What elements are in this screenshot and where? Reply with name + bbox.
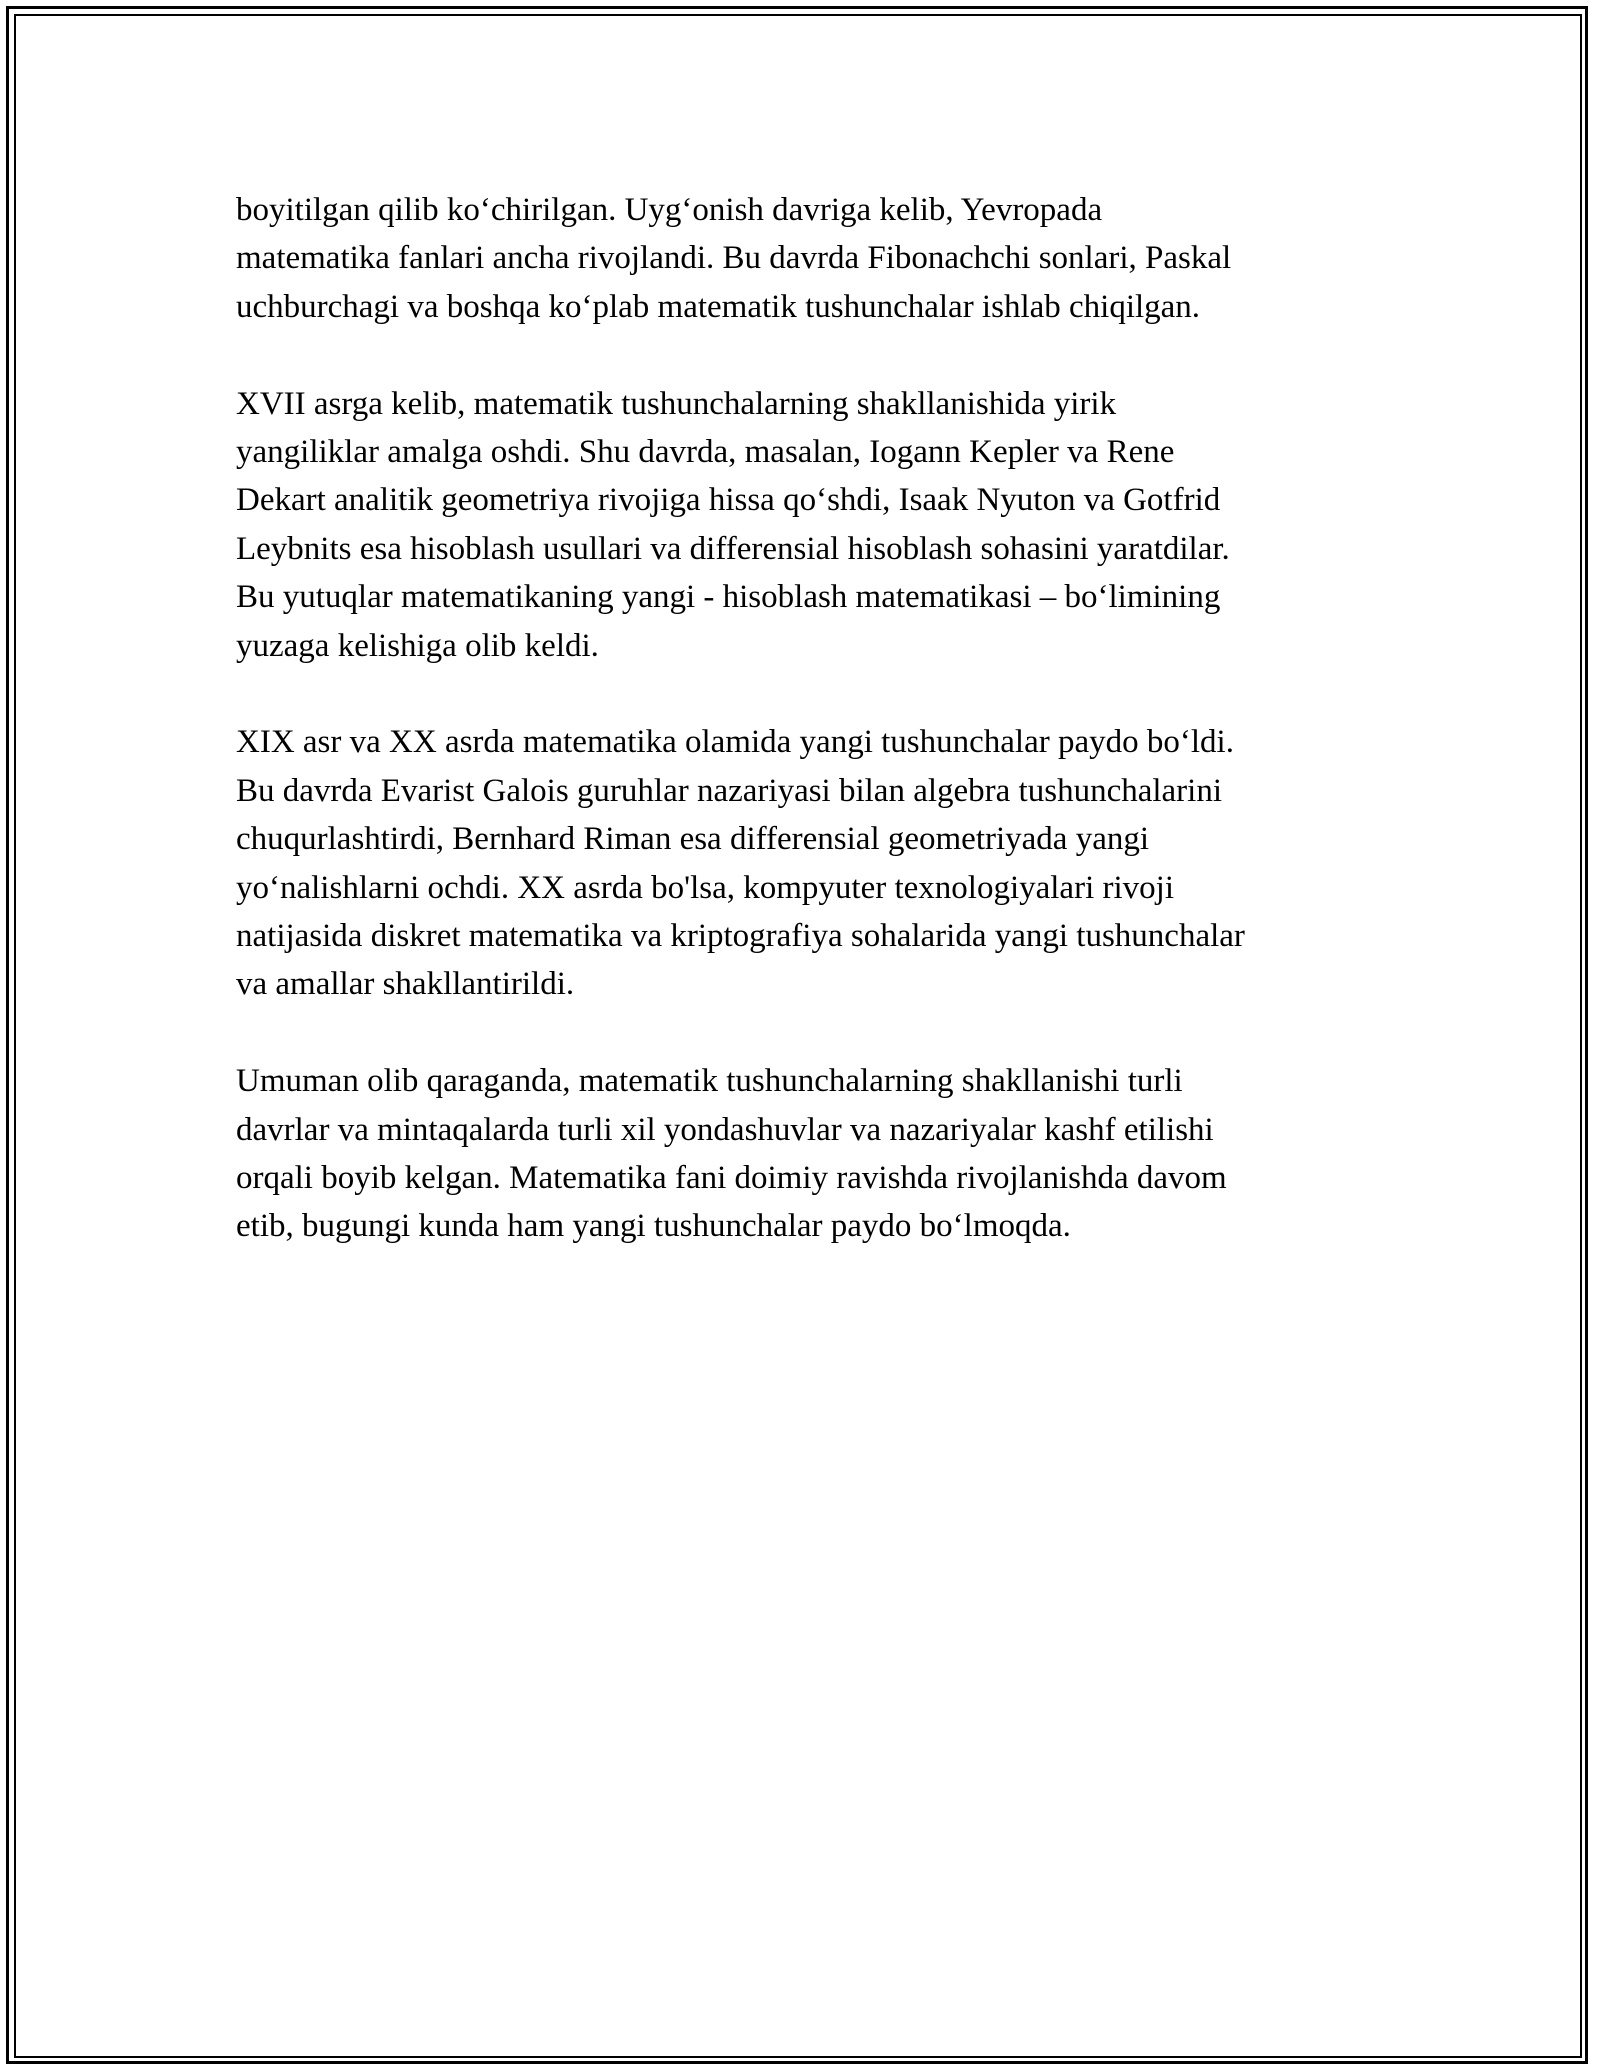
text-line: uchburchagi va boshqa ko‘plab matematik tushunchalar ishlab chiqilgan. bbox=[236, 288, 1201, 325]
text-line: Bu yutuqlar matematikaning yangi - hisoblash matematikasi – bo‘limining bbox=[236, 579, 1221, 616]
text-line: yo‘nalishlarni ochdi. XX asrda bo'lsa, kompyuter texnologiyalari rivoji bbox=[236, 869, 1174, 906]
text-line: va amallar shakllantirildi. bbox=[236, 966, 575, 1003]
text-line: matematika fanlari ancha rivojlandi. Bu davrda Fibonachchi sonlari, Paskal bbox=[236, 240, 1232, 277]
text-line: natijasida diskret matematika va kriptografiya sohalarida yangi tushunchalar bbox=[236, 918, 1245, 955]
paragraph-1 bbox=[236, 186, 1366, 331]
paragraph-2 bbox=[236, 380, 1366, 670]
paragraph-3 bbox=[236, 718, 1366, 1008]
text-line: chuqurlashtirdi, Bernhard Riman esa differensial geometriyada yangi bbox=[236, 821, 1150, 858]
text-line: orqali boyib kelgan. Matematika fani doimiy ravishda rivojlanishda davom bbox=[236, 1160, 1227, 1197]
text-line: boyitilgan qilib ko‘chirilgan. Uyg‘onish davriga kelib, Yevropada bbox=[236, 192, 1103, 228]
text-line: yuzaga kelishiga olib keldi. bbox=[236, 627, 599, 664]
text-line: XVII asrga kelib, matematik tushunchalarning shakllanishida yirik bbox=[236, 385, 1117, 422]
text-line: etib, bugungi kunda ham yangi tushunchalar paydo bo‘lmoqda. bbox=[236, 1208, 1071, 1245]
text-line: Bu davrda Evarist Galois guruhlar nazariyasi bilan algebra tushunchalarini bbox=[236, 772, 1223, 809]
text-line: Dekart analitik geometriya rivojiga hissa qo‘shdi, Isaak Nyuton va Gotfrid bbox=[236, 482, 1221, 519]
text-line: yangiliklar amalga oshdi. Shu davrda, masalan, Iogann Kepler va Rene bbox=[236, 434, 1175, 471]
text-line: Umuman olib qaraganda, matematik tushunchalarning shakllanishi turli bbox=[236, 1063, 1183, 1100]
document-body bbox=[236, 186, 1366, 1299]
text-line: XIX asr va XX asrda matematika olamida yangi tushunchalar paydo bo‘ldi. bbox=[236, 724, 1234, 761]
paragraph-4 bbox=[236, 1057, 1366, 1251]
text-line: davrlar va mintaqalarda turli xil yondashuvlar va nazariyalar kashf etilishi bbox=[236, 1111, 1214, 1148]
text-line: Leybnits esa hisoblash usullari va differensial hisoblash sohasini yaratdilar. bbox=[236, 530, 1230, 567]
